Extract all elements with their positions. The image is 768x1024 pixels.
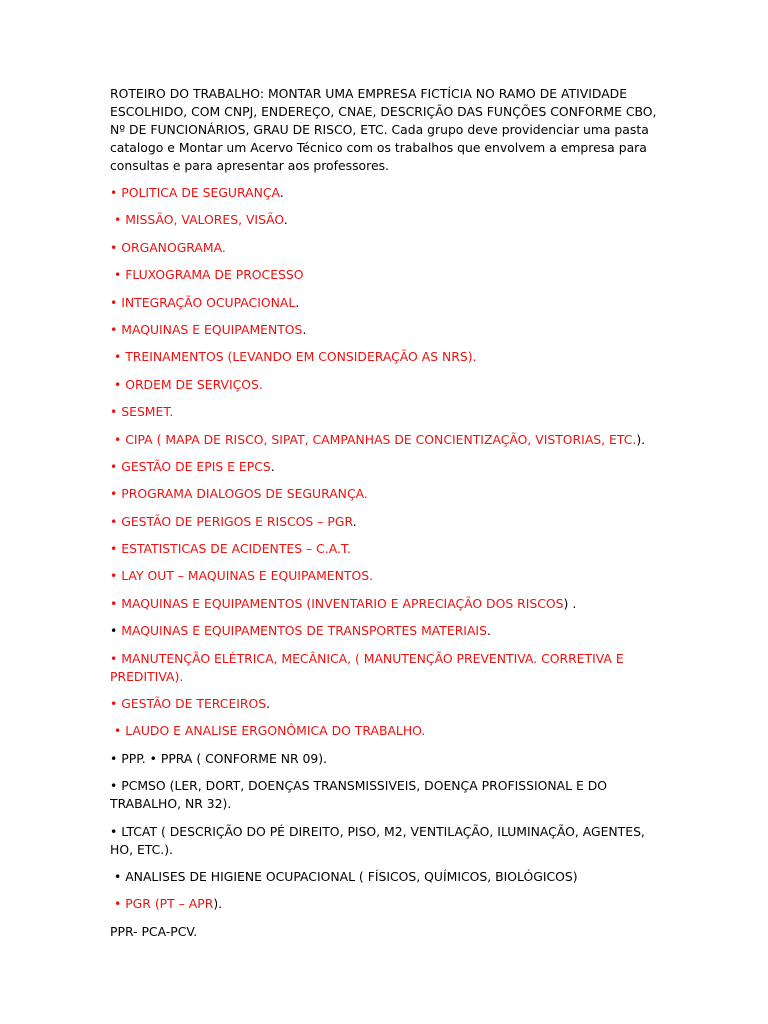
item-text: . <box>270 458 275 474</box>
item-text: • LTCAT ( DESCRIÇÃO DO PÉ DIREITO, PISO, M2, VENTILAÇÃO, ILUMINAÇÃO, AGENTES, HO, ETC.). <box>110 823 649 857</box>
item-text: . <box>295 294 300 310</box>
item-text-red: • CIPA ( MAPA DE RISCO, SIPAT, CAMPANHAS DE CONCIENTIZAÇÃO, VISTORIAS, ETC. <box>113 431 637 447</box>
item-text-red: • TREINAMENTOS (LEVANDO EM CONSIDERAÇÃO AS NRS). <box>113 349 477 365</box>
list-item <box>110 777 658 813</box>
list-item <box>110 348 658 366</box>
item-text: . <box>352 513 357 529</box>
item-text: ). <box>213 896 223 912</box>
item-text-red: • INTEGRAÇÃO OCUPACIONAL <box>110 294 296 310</box>
item-text-red: • SESMET. <box>110 404 174 420</box>
item-text-red: • MANUTENÇÃO ELÉTRICA, MECÂNICA, ( MANUTENÇÃO PREVENTIVA. CORRETIVA E PREDITIVA). <box>110 650 628 684</box>
item-text-red: • LAY OUT – MAQUINAS E EQUIPAMENTOS. <box>110 568 374 584</box>
item-text-red: • FLUXOGRAMA DE PROCESSO <box>113 267 304 283</box>
item-text: . <box>486 623 491 639</box>
list-item <box>110 458 658 476</box>
item-text: PPR- PCA-PCV. <box>110 923 198 939</box>
item-text-red: • PGR (PT – APR <box>113 896 214 912</box>
list-item <box>110 895 658 913</box>
list-item <box>110 321 658 339</box>
item-text-red: • MAQUINAS E EQUIPAMENTOS (INVENTARIO E APRECIAÇÃO DOS RISCOS <box>110 595 564 611</box>
list-item <box>110 823 658 859</box>
item-text: • <box>110 623 122 639</box>
list-item <box>110 184 658 202</box>
list-item <box>110 868 658 886</box>
list-item <box>110 239 658 257</box>
item-text: • ANALISES DE HIGIENE OCUPACIONAL ( FÍSICOS, QUÍMICOS, BIOLÓGICOS) <box>110 868 578 884</box>
item-text-red: • POLITICA DE SEGURANÇA <box>110 185 280 200</box>
list-item <box>110 567 658 585</box>
list-item <box>110 750 658 768</box>
document-page <box>110 85 658 950</box>
item-text-red: • MISSÃO, VALORES, VISÃO <box>113 212 284 228</box>
list-item <box>110 211 658 229</box>
item-text: ). <box>636 431 646 447</box>
item-text-red: • ORDEM DE SERVIÇOS. <box>113 376 263 392</box>
item-list <box>110 184 658 941</box>
list-item <box>110 294 658 312</box>
list-item <box>110 376 658 394</box>
intro-paragraph: ROTEIRO DO TRABALHO: MONTAR UMA EMPRESA FICTÍCIA NO RAMO DE ATIVIDADE ESCOLHIDO, COM CNPJ, ENDEREÇO, CNAE, DESCRIÇÃO DAS FUNÇÕES CONFORME CBO, Nº DE FUNCIONÁRIOS, GRAU DE RISCO, ETC. Cada grupo deve providenciar uma pasta catalogo e Montar um Acervo Técnico com os trabalhos que envolvem a empresa para consultas e para apresentar aos professores. <box>110 86 657 173</box>
list-item <box>110 266 658 284</box>
list-item <box>110 650 658 686</box>
item-text-red: • ESTATISTICAS DE ACIDENTES – C.A.T. <box>110 541 351 557</box>
list-item <box>110 485 658 503</box>
list-item <box>110 595 658 613</box>
item-text: • PPP. • PPRA ( CONFORME NR 09). <box>110 750 328 766</box>
item-text-red: • MAQUINAS E EQUIPAMENTOS <box>110 321 303 337</box>
item-text: • PCMSO (LER, DORT, DOENÇAS TRANSMISSIVEIS, DOENÇA PROFISSIONAL E DO TRABALHO, NR 32). <box>110 778 611 812</box>
list-item <box>110 513 658 531</box>
list-item <box>110 622 658 640</box>
list-item <box>110 540 658 558</box>
list-item <box>110 403 658 421</box>
item-text: ) . <box>563 595 577 611</box>
item-text-red: • PROGRAMA DIALOGOS DE SEGURANÇA. <box>110 486 368 502</box>
item-text: . <box>266 696 271 712</box>
list-item <box>110 695 658 713</box>
item-text: . <box>279 185 284 200</box>
list-item <box>110 722 658 740</box>
item-text-red: • LAUDO E ANALISE ERGONÔMICA DO TRABALHO. <box>113 723 426 739</box>
item-text-red: • GESTÃO DE TERCEIROS <box>110 696 267 712</box>
item-text-red: MAQUINAS E EQUIPAMENTOS DE TRANSPORTES MATERIAIS <box>121 623 487 639</box>
item-text-red: • GESTÃO DE EPIS E EPCS <box>110 458 271 474</box>
item-text: . <box>302 321 307 337</box>
item-text: . <box>283 212 288 228</box>
item-text-red: • GESTÃO DE PERIGOS E RISCOS – PGR <box>110 513 353 529</box>
list-item <box>110 431 658 449</box>
item-text-red: • ORGANOGRAMA. <box>110 239 226 255</box>
list-item <box>110 923 658 941</box>
